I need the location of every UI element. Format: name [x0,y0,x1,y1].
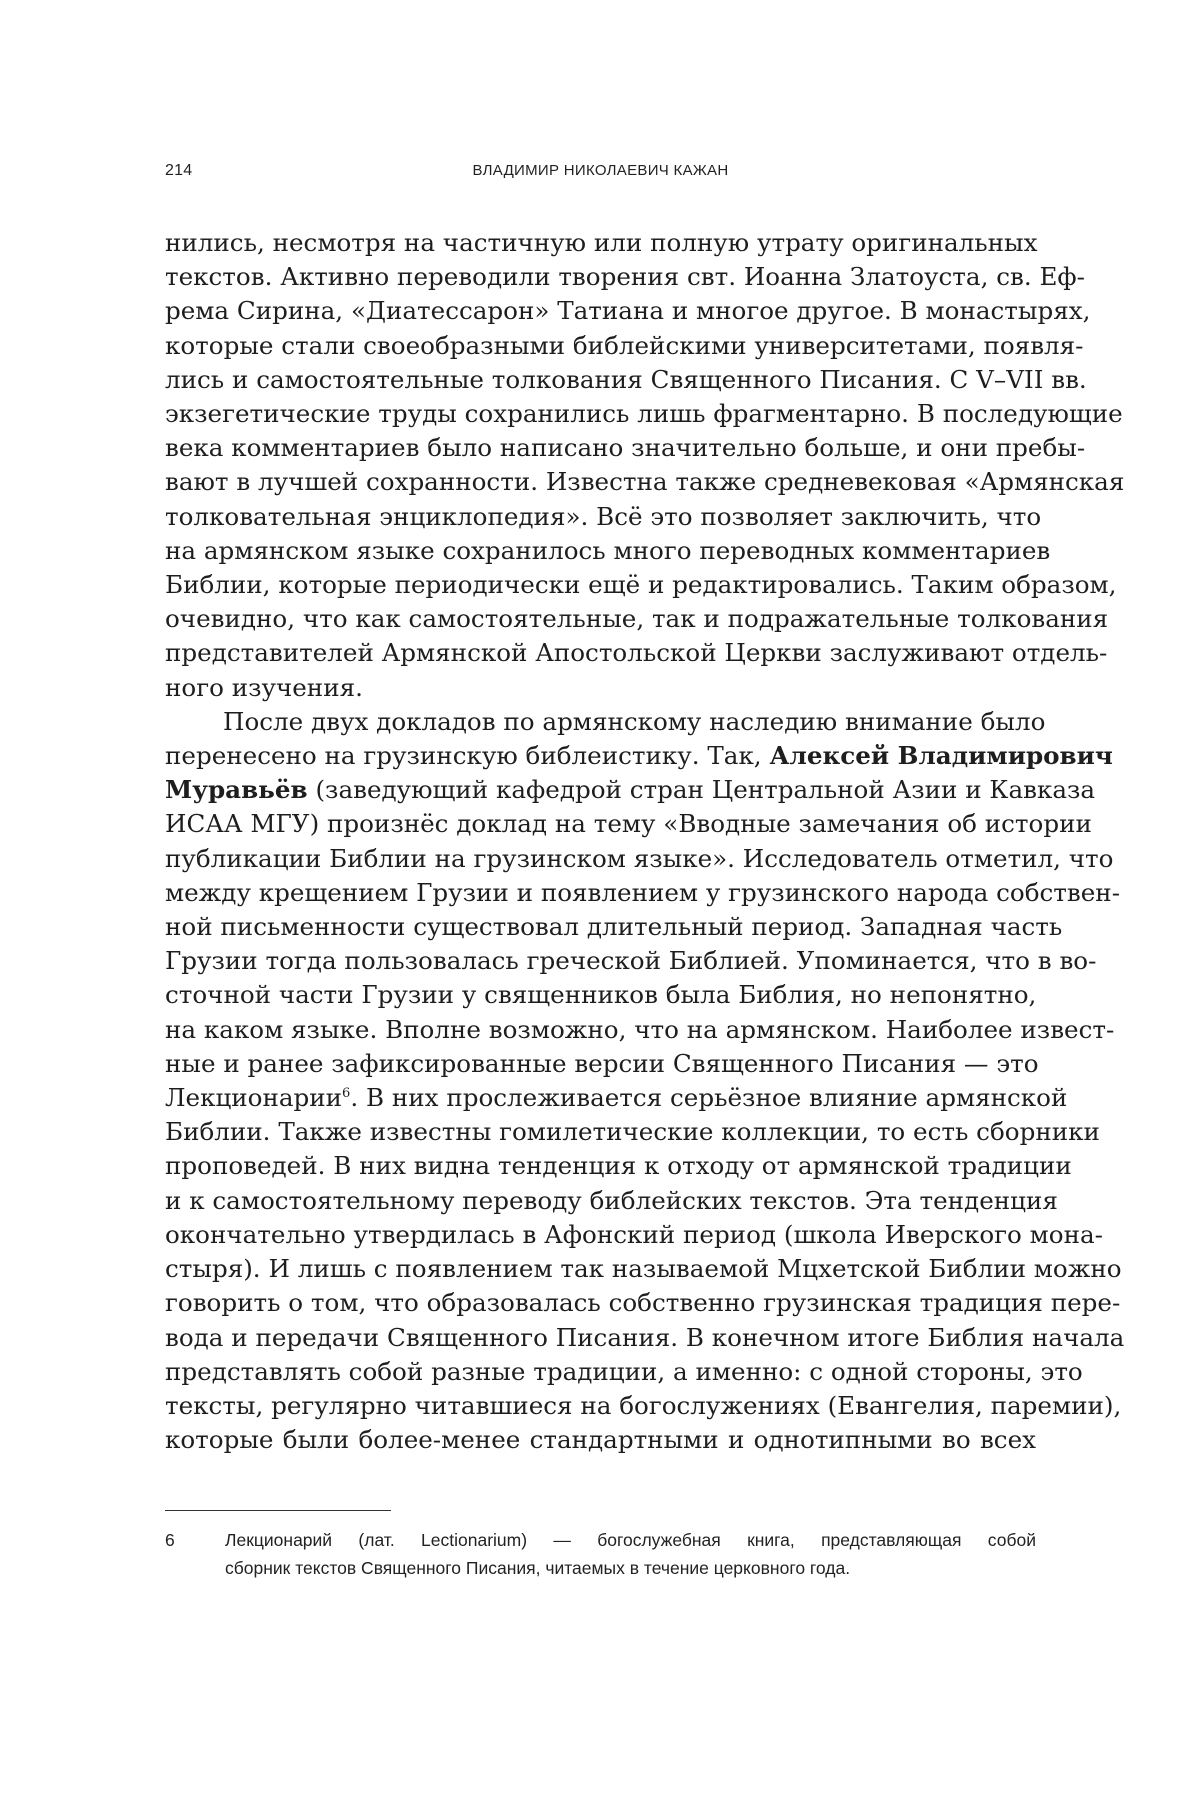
footnote-number: 6 [165,1530,175,1550]
footnote-separator [165,1510,391,1511]
text-line: ного изучения. [165,672,363,702]
paragraph-2 [165,705,1125,1457]
text-line: представителей Армянской Апостольской Церкви заслуживают отдель- [165,638,1108,668]
speaker-surname: Муравьёв [165,775,308,805]
text-segment: (заведующий кафедрой стран Центральной Азии и Кавказа [307,775,1096,805]
text-line [165,773,1096,807]
text-line: ИСАА МГУ) произнёс доклад на тему «Вводные замечания об истории [165,809,1092,839]
running-head [165,162,1036,186]
text-line: ные и ранее зафиксированные версии Священного Писания — это [165,1048,1039,1078]
text-line: вают в лучшей сохранности. Известна также средневековая «Армянская [165,467,1125,497]
text-segment: . В них прослеживается серьёзное влияние армянской [350,1083,1068,1113]
text-line: между крещением Грузии и появлением у грузинского народа собствен- [165,877,1121,907]
text-line: и к самостоятельному переводу библейских текстов. Эта тенденция [165,1185,1058,1215]
text-line: лись и самостоятельные толкования Священного Писания. С V–VII вв. [165,364,1087,394]
footnote-line: Лекционарий (лат. Lectionarium) — богослужебная книга, представляющая собой [225,1530,1036,1550]
text-line: века комментариев было написано значительно больше, и они пребы- [165,433,1086,463]
text-line: Грузии тогда пользовалась греческой Библией. Упоминается, что в во- [165,946,1097,976]
text-line: Библии. Также известны гомилетические коллекции, то есть сборники [165,1117,1100,1147]
text-line [165,739,1113,773]
text-line: ной письменности существовал длительный период. Западная часть [165,912,1063,942]
text-line: которые были более-менее стандартными и однотипными во всех [165,1425,1036,1455]
running-title: ВЛАДИМИР НИКОЛАЕВИЧ КАЖАН [472,162,729,179]
text-line: стыря). И лишь с появлением так называемой Мцхетской Библии можно [165,1254,1122,1284]
text-line: представлять собой разные традиции, а именно: с одной стороны, это [165,1356,1083,1386]
text-line: сточной части Грузии у священников была Библия, но непонятно, [165,980,1037,1010]
page-number: 214 [165,162,193,179]
text-line: проповедей. В них видна тенденция к отходу от армянской традиции [165,1151,1072,1181]
text-line: на каком языке. Вполне возможно, что на армянском. Наиболее извест- [165,1014,1115,1044]
main-text [165,226,1125,1457]
text-line: текстов. Активно переводили творения свт. Иоанна Златоуста, св. Еф- [165,262,1085,292]
text-segment: перенесено на грузинскую библеистику. Так, [165,741,770,771]
footnote-reference[interactable]: 6 [342,1085,351,1101]
text-line: которые стали своеобразными библейскими университетами, появля- [165,330,1084,360]
text-line: После двух докладов по армянскому наследию внимание было [223,706,1046,736]
text-line: очевидно, что как самостоятельные, так и подражательные толкования [165,604,1109,634]
text-line: экзегетические труды сохранились лишь фрагментарно. В последующие [165,399,1123,429]
text-line: на армянском языке сохранилось много переводных комментариев [165,535,1051,565]
footnote-line: сборник текстов Священного Писания, читаемых в течение церковного года. [225,1558,851,1578]
text-line: говорить о том, что образовалась собственно грузинская традиция пере- [165,1288,1121,1318]
text-line: толковательная энциклопедия». Всё это позволяет заключить, что [165,501,1042,531]
text-segment: Лекционарии [165,1083,343,1113]
text-line [165,1081,1068,1115]
text-line: вода и передачи Священного Писания. В конечном итоге Библия начала [165,1322,1125,1352]
text-line: нились, несмотря на частичную или полную утрату оригинальных [165,228,1038,257]
text-line: Библии, которые периодически ещё и редактировались. Таким образом, [165,570,1117,600]
text-line: рема Сирина, «Диатессарон» Татиана и многое другое. В монастырях, [165,296,1091,326]
paragraph-1 [165,226,1125,705]
speaker-name: Алексей Владимирович [769,741,1113,771]
footnote-text [225,1526,1036,1582]
text-line: окончательно утвердилась в Афонский период (школа Иверского мона- [165,1219,1103,1249]
text-line: тексты, регулярно читавшиеся на богослужениях (Евангелия, паремии), [165,1390,1122,1420]
text-line: публикации Библии на грузинском языке». Исследователь отметил, что [165,843,1114,873]
